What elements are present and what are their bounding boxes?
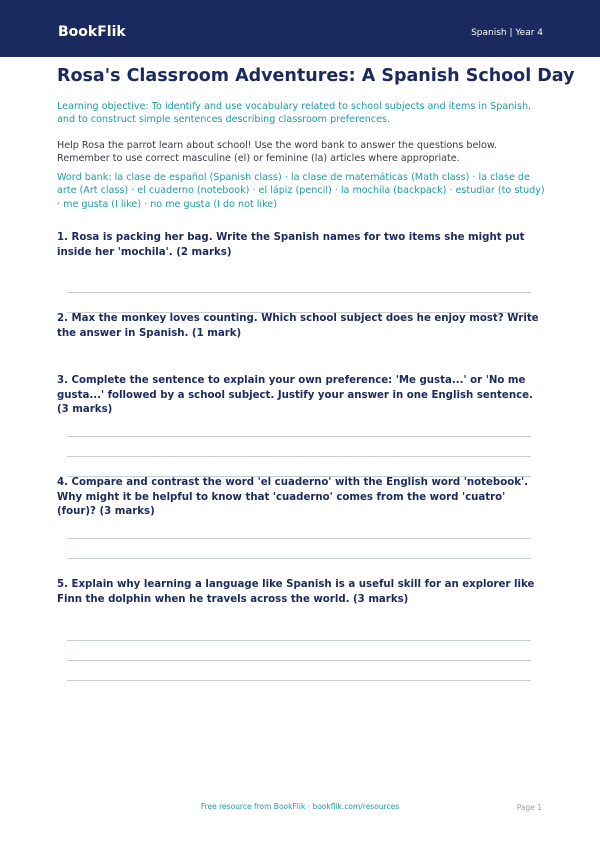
subject-year-label: Spanish | Year 4 <box>471 28 543 38</box>
learning-objective: Learning objective: To identify and use vocabulary related to school subjects and items in Spanish, and to construct simple sentences describing classroom preferences. <box>57 101 532 125</box>
answer-line[interactable] <box>67 680 531 681</box>
question-1: 1. Rosa is packing her bag. Write the Spanish names for two items she might put inside her 'mochila'. (2 marks) <box>57 232 525 258</box>
answer-line[interactable] <box>67 558 531 559</box>
question-4: 4. Compare and contrast the word 'el cuaderno' with the English word 'notebook'. Why might it be helpful to know that 'cuaderno' comes from the word 'cuatro' (four)? (3 marks) <box>57 477 528 517</box>
answer-line[interactable] <box>67 660 531 661</box>
answer-line[interactable] <box>67 476 531 477</box>
worksheet-title: Rosa's Classroom Adventures: A Spanish School Day <box>57 66 575 86</box>
answer-line[interactable] <box>67 640 531 641</box>
question-3: 3. Complete the sentence to explain your own preference: 'Me gusta...' or 'No me gusta...' followed by a school subject. Justify your answer in one English sentence. (3 marks) <box>57 375 533 415</box>
intro-instructions: Help Rosa the parrot learn about school! Use the word bank to answer the questions below. Remember to use correct masculine (el) or feminine (la) articles where appropriate. <box>57 140 497 164</box>
question-2: 2. Max the monkey loves counting. Which school subject does he enjoy most? Write the answer in Spanish. (1 mark) <box>57 313 539 339</box>
answer-line[interactable] <box>67 538 531 539</box>
answer-line[interactable] <box>67 436 531 437</box>
header-bar <box>0 0 600 57</box>
footer-credit: Free resource from BookFlik · bookflik.com/resources <box>200 802 400 811</box>
answer-line[interactable] <box>67 312 531 313</box>
page-number: Page 1 <box>516 803 542 812</box>
answer-line[interactable] <box>67 292 531 293</box>
brand-logo: BookFlik <box>58 24 126 40</box>
answer-line[interactable] <box>67 456 531 457</box>
question-5: 5. Explain why learning a language like Spanish is a useful skill for an explorer like Finn the dolphin when he travels across the world. (3 marks) <box>57 579 535 605</box>
word-bank: Word bank: la clase de español (Spanish class) · la clase de matemáticas (Math class) · la clase de arte (Art class) · el cuaderno (notebook) · el lápiz (pencil) · la mochila (backpack) · estudiar (to study) · me gusta (I like) · no me gusta (I do not like) <box>57 172 545 210</box>
